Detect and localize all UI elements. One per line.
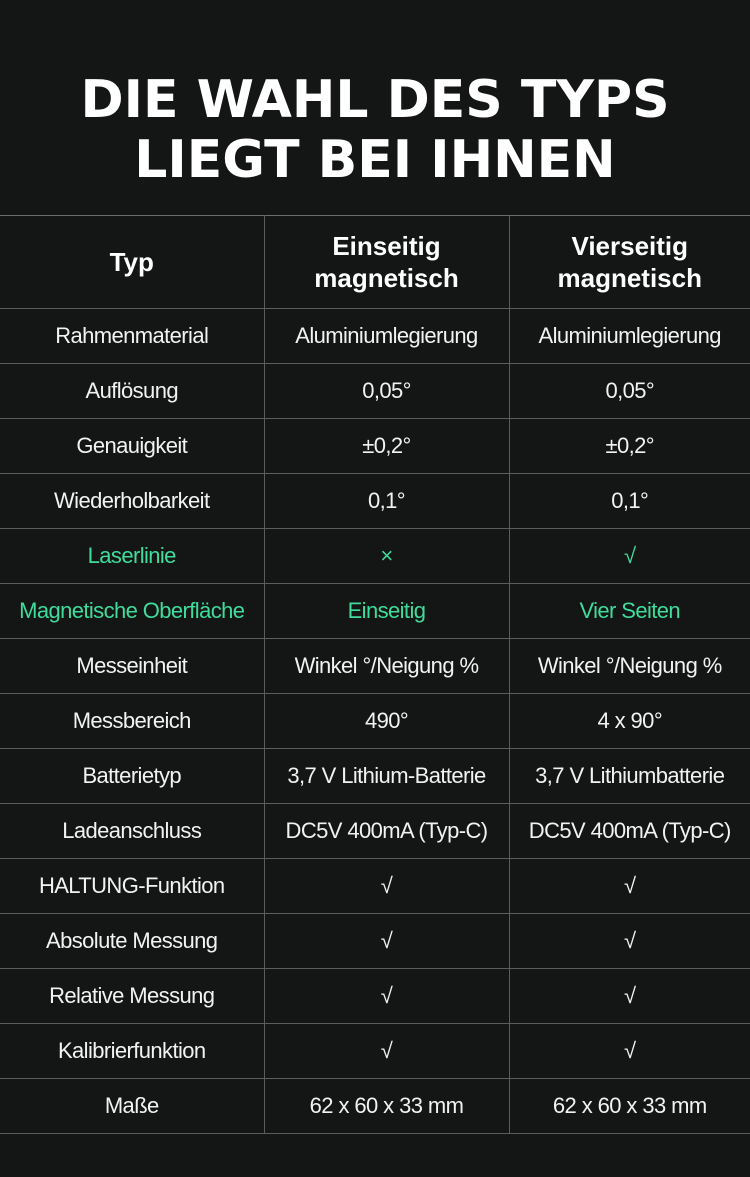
table-row xyxy=(0,969,750,1024)
row-label: Magnetische Oberfläche xyxy=(0,584,264,639)
cell-single-sided: 490° xyxy=(264,694,509,749)
cell-single-sided: 0,1° xyxy=(264,474,509,529)
row-label: Laserlinie xyxy=(0,529,264,584)
header-type xyxy=(0,216,264,309)
table-header-row xyxy=(0,216,750,309)
cell-single-sided: √ xyxy=(264,914,509,969)
row-label: Rahmenmaterial xyxy=(0,309,264,364)
cell-four-sided: DC5V 400mA (Typ-C) xyxy=(509,804,750,859)
header-single-sided xyxy=(264,216,509,309)
page-title-line-1: DIE WAHL DES TYPS xyxy=(80,70,670,130)
cell-four-sided: Aluminiumlegierung xyxy=(509,309,750,364)
row-label: Batterietyp xyxy=(0,749,264,804)
row-label: Messbereich xyxy=(0,694,264,749)
table-row xyxy=(0,309,750,364)
row-label: HALTUNG-Funktion xyxy=(0,859,264,914)
cell-single-sided: 62 x 60 x 33 mm xyxy=(264,1079,509,1134)
header-four-sided xyxy=(509,216,750,309)
table-row xyxy=(0,474,750,529)
table-row xyxy=(0,419,750,474)
header-four-line-2: magnetisch xyxy=(557,263,702,293)
cell-four-sided: √ xyxy=(509,914,750,969)
cell-single-sided: √ xyxy=(264,1024,509,1079)
row-label: Wiederholbarkeit xyxy=(0,474,264,529)
cell-four-sided: √ xyxy=(509,859,750,914)
cell-four-sided: √ xyxy=(509,969,750,1024)
page-title-line-2: LIEGT BEI IHNEN xyxy=(134,130,616,190)
row-label: Ladeanschluss xyxy=(0,804,264,859)
cell-single-sided: √ xyxy=(264,859,509,914)
row-label: Absolute Messung xyxy=(0,914,264,969)
cell-single-sided: 0,05° xyxy=(264,364,509,419)
table-row xyxy=(0,1079,750,1134)
cell-single-sided: √ xyxy=(264,969,509,1024)
cell-four-sided: Vier Seiten xyxy=(509,584,750,639)
row-label: Kalibrierfunktion xyxy=(0,1024,264,1079)
cell-four-sided: 4 x 90° xyxy=(509,694,750,749)
table-row xyxy=(0,584,750,639)
table-row xyxy=(0,914,750,969)
row-label: Relative Messung xyxy=(0,969,264,1024)
cell-four-sided: √ xyxy=(509,529,750,584)
cell-single-sided: 3,7 V Lithium-Batterie xyxy=(264,749,509,804)
cell-single-sided: × xyxy=(264,529,509,584)
cell-single-sided: ±0,2° xyxy=(264,419,509,474)
cell-four-sided: 0,1° xyxy=(509,474,750,529)
table-row xyxy=(0,694,750,749)
cell-four-sided: 62 x 60 x 33 mm xyxy=(509,1079,750,1134)
page-title xyxy=(0,70,750,190)
header-four-line-1: Vierseitig xyxy=(571,231,689,261)
cell-four-sided: ±0,2° xyxy=(509,419,750,474)
cell-single-sided: Aluminiumlegierung xyxy=(264,309,509,364)
table-row xyxy=(0,529,750,584)
cell-four-sided: 0,05° xyxy=(509,364,750,419)
header-single-line-1: Einseitig xyxy=(332,231,441,261)
cell-single-sided: DC5V 400mA (Typ-C) xyxy=(264,804,509,859)
table-row xyxy=(0,804,750,859)
table-row xyxy=(0,364,750,419)
table-row xyxy=(0,1024,750,1079)
cell-four-sided: 3,7 V Lithiumbatterie xyxy=(509,749,750,804)
table-row xyxy=(0,749,750,804)
cell-four-sided: √ xyxy=(509,1024,750,1079)
header-single-line-2: magnetisch xyxy=(314,263,459,293)
cell-single-sided: Winkel °/Neigung % xyxy=(264,639,509,694)
cell-four-sided: Winkel °/Neigung % xyxy=(509,639,750,694)
comparison-table xyxy=(0,215,750,1134)
row-label: Messeinheit xyxy=(0,639,264,694)
row-label: Maße xyxy=(0,1079,264,1134)
table-row xyxy=(0,639,750,694)
table-row xyxy=(0,859,750,914)
row-label: Auflösung xyxy=(0,364,264,419)
header-type-label: Typ xyxy=(109,247,154,277)
row-label: Genauigkeit xyxy=(0,419,264,474)
cell-single-sided: Einseitig xyxy=(264,584,509,639)
